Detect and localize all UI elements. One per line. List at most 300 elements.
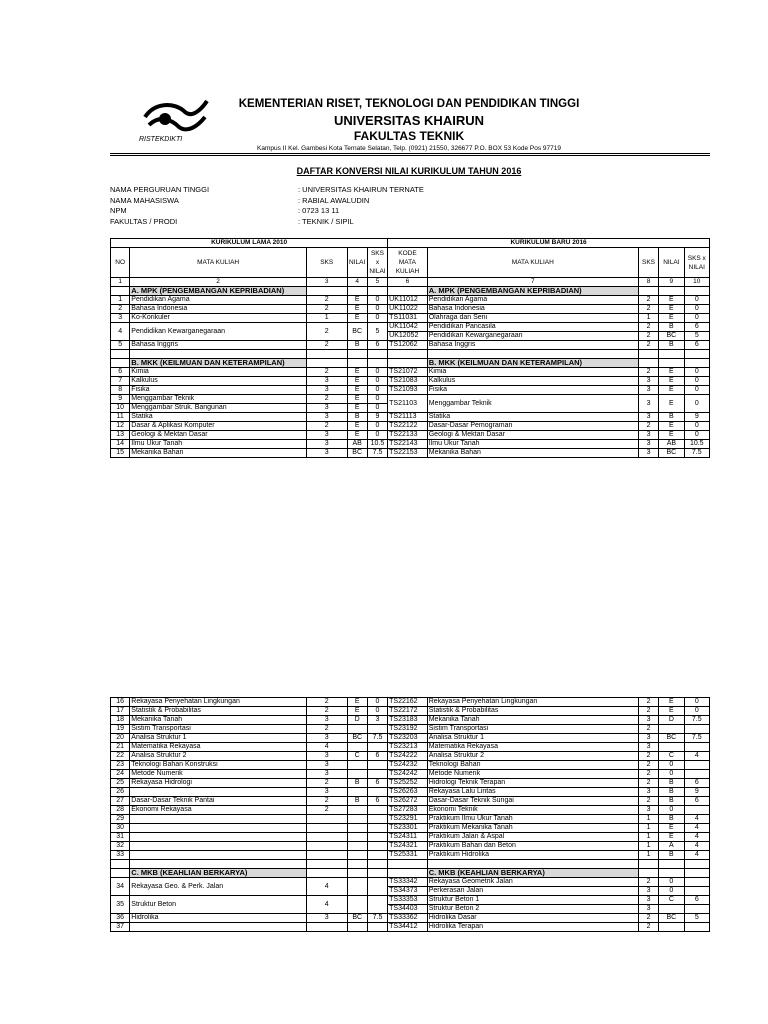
new-nilai	[659, 905, 684, 914]
old-sks: 3	[306, 914, 347, 923]
old-sks: 2	[306, 296, 347, 305]
course-code: TS23213	[388, 743, 428, 752]
new-nilai: B	[659, 413, 684, 422]
new-sks: 2	[638, 914, 658, 923]
new-nilai: C	[659, 752, 684, 761]
conversion-table-page2	[110, 697, 710, 932]
row-number: 26	[111, 788, 130, 797]
cell-empty	[367, 287, 387, 296]
info-row	[110, 206, 424, 217]
new-sks: 3	[638, 395, 658, 413]
cell-empty	[684, 860, 709, 869]
new-sks: 1	[638, 833, 658, 842]
old-nilai: BC	[347, 734, 367, 743]
row-number: 3	[111, 314, 130, 323]
table-row	[111, 797, 710, 806]
old-nilai: E	[347, 707, 367, 716]
cell-empty	[306, 860, 347, 869]
info-value: : TEKNIK / SIPIL	[298, 216, 354, 226]
row-number: 25	[111, 779, 130, 788]
old-nilai	[347, 833, 367, 842]
new-course: Pendidikan Kewarganegaraan	[427, 332, 638, 341]
course-code: TS11031	[388, 314, 428, 323]
old-sks: 3	[306, 377, 347, 386]
table-row	[111, 878, 710, 887]
col-kode: KODE MATA KULIAH	[388, 248, 428, 278]
new-sks: 3	[638, 788, 658, 797]
new-sks: 2	[638, 332, 658, 341]
old-nilai: B	[347, 413, 367, 422]
old-sks: 2	[306, 395, 347, 404]
table-row	[111, 296, 710, 305]
new-nilai: E	[659, 431, 684, 440]
new-sks: 2	[638, 422, 658, 431]
info-label: NAMA MAHASISWA	[110, 195, 179, 205]
row-number: 28	[111, 806, 130, 815]
course-code: TS23192	[388, 725, 428, 734]
cell-empty	[684, 869, 709, 878]
old-sxn: 0	[367, 422, 387, 431]
old-nilai: BC	[347, 914, 367, 923]
row-number: 33	[111, 851, 130, 860]
new-nilai: E	[659, 386, 684, 395]
new-sks: 1	[638, 842, 658, 851]
table-row	[111, 842, 710, 851]
info-label: FAKULTAS / PRODI	[110, 216, 178, 226]
new-course: Struktur Beton 2	[427, 905, 638, 914]
row-number: 37	[111, 923, 130, 932]
old-nilai	[347, 725, 367, 734]
new-sks: 3	[638, 896, 658, 905]
new-sks: 3	[638, 431, 658, 440]
old-sks: 2	[306, 806, 347, 815]
new-nilai: 0	[659, 878, 684, 887]
new-nilai: B	[659, 341, 684, 350]
new-sks: 2	[638, 752, 658, 761]
course-code: TS34403	[388, 905, 428, 914]
old-sks: 4	[306, 878, 347, 896]
table-row	[111, 896, 710, 905]
old-course: Fisika	[130, 386, 307, 395]
new-nilai: B	[659, 788, 684, 797]
old-nilai: E	[347, 377, 367, 386]
old-nilai: E	[347, 296, 367, 305]
course-code: UK11022	[388, 305, 428, 314]
table-row	[111, 725, 710, 734]
cell-empty	[427, 350, 638, 359]
old-nilai	[347, 806, 367, 815]
old-nilai	[347, 896, 367, 914]
cell-empty	[347, 860, 367, 869]
new-course: Mekanika Bahan	[427, 449, 638, 458]
info-label: NPM	[110, 206, 127, 215]
new-course: Analisa Struktur 1	[427, 734, 638, 743]
cell-empty	[306, 359, 347, 368]
header-divider-2	[110, 155, 710, 156]
old-sks: 2	[306, 341, 347, 350]
conversion-table-page1	[110, 238, 710, 458]
course-code: UK11042	[388, 323, 428, 332]
old-sxn: 6	[367, 779, 387, 788]
col-nilai: NILAI	[347, 248, 367, 278]
old-course: Ko-Korikuler	[130, 314, 307, 323]
old-sks: 3	[306, 761, 347, 770]
new-nilai: BC	[659, 332, 684, 341]
old-sks	[306, 815, 347, 824]
new-sxn: 6	[684, 323, 709, 332]
new-nilai: B	[659, 797, 684, 806]
row-number: 21	[111, 743, 130, 752]
old-nilai	[347, 770, 367, 779]
info-label: NAMA PERGURUAN TINGGI	[110, 185, 210, 194]
old-course: Bahasa Inggris	[130, 341, 307, 350]
old-nilai: E	[347, 698, 367, 707]
old-course: Ekonomi Rekayasa	[130, 806, 307, 815]
table-row	[111, 440, 710, 449]
cell-empty	[684, 359, 709, 368]
cell-empty	[111, 860, 130, 869]
row-number: 30	[111, 824, 130, 833]
cell-empty	[111, 869, 130, 878]
new-course: Praktikum Jalan & Aspal	[427, 833, 638, 842]
new-nilai: E	[659, 395, 684, 413]
new-nilai: BC	[659, 449, 684, 458]
old-sks	[306, 851, 347, 860]
table-group-header	[111, 239, 710, 248]
new-course: Olahraga dan Seni	[427, 314, 638, 323]
old-nilai	[347, 842, 367, 851]
old-course: Metode Numerik	[130, 770, 307, 779]
section-row	[111, 287, 710, 296]
new-sks: 3	[638, 806, 658, 815]
old-course: Rekayasa Geo. & Perk. Jalan	[130, 878, 307, 896]
row-number: 13	[111, 431, 130, 440]
old-sks: 4	[306, 896, 347, 914]
column-number-row	[111, 278, 710, 287]
course-code: TS24222	[388, 752, 428, 761]
new-course: Bahasa Inggris	[427, 341, 638, 350]
table-row	[111, 341, 710, 350]
table-row	[111, 377, 710, 386]
new-course: Geologi & Mektan Dasar	[427, 431, 638, 440]
old-sxn	[367, 833, 387, 842]
new-course: Struktur Beton 1	[427, 896, 638, 905]
new-sxn	[684, 770, 709, 779]
course-code: TS21113	[388, 413, 428, 422]
cell-empty	[130, 350, 307, 359]
new-sks: 2	[638, 779, 658, 788]
new-course: Teknologi Bahan	[427, 761, 638, 770]
new-sxn	[684, 806, 709, 815]
info-value: : 0723 13 11	[298, 206, 340, 215]
cell-empty	[130, 860, 307, 869]
old-sks: 2	[306, 779, 347, 788]
old-sxn	[367, 761, 387, 770]
old-course: Dasar & Aplikasi Komputer	[130, 422, 307, 431]
table-row	[111, 698, 710, 707]
old-nilai: E	[347, 404, 367, 413]
old-sxn: 0	[367, 368, 387, 377]
old-sks: 3	[306, 449, 347, 458]
old-sxn: 5	[367, 323, 387, 341]
row-number: 18	[111, 716, 130, 725]
section-label-old: A. MPK (PENGEMBANGAN KEPRIBADIAN)	[130, 287, 307, 296]
new-course: Rekayasa Lalu Lintas	[427, 788, 638, 797]
course-code: TS34412	[388, 923, 428, 932]
old-nilai	[347, 743, 367, 752]
header-divider	[110, 153, 710, 154]
old-course	[130, 788, 307, 797]
old-sks	[306, 833, 347, 842]
cell-empty	[638, 287, 658, 296]
table-row	[111, 449, 710, 458]
table-row	[111, 323, 710, 332]
row-number: 15	[111, 449, 130, 458]
section-label-old: B. MKK (KEILMUAN DAN KETERAMPILAN)	[130, 359, 307, 368]
col-number: 6	[388, 278, 428, 287]
old-sxn: 0	[367, 431, 387, 440]
course-code: TS23301	[388, 824, 428, 833]
new-sxn: 10.5	[684, 440, 709, 449]
new-course: Mekanika Tanah	[427, 716, 638, 725]
new-sxn: 0	[684, 386, 709, 395]
cell-empty	[388, 860, 428, 869]
row-number: 8	[111, 386, 130, 395]
cell-empty	[347, 287, 367, 296]
old-sxn: 0	[367, 296, 387, 305]
new-sks: 2	[638, 797, 658, 806]
new-course: Bahasa Indonesia	[427, 305, 638, 314]
new-nilai: E	[659, 368, 684, 377]
old-sxn: 0	[367, 305, 387, 314]
new-course: Kimia	[427, 368, 638, 377]
old-sxn: 7.5	[367, 734, 387, 743]
col-number: 3	[306, 278, 347, 287]
new-sxn: 9	[684, 413, 709, 422]
new-course: Hidrolika Terapan	[427, 923, 638, 932]
old-nilai: D	[347, 716, 367, 725]
old-sxn	[367, 896, 387, 914]
row-number: 4	[111, 323, 130, 341]
col-course: MATA KULIAH	[130, 248, 307, 278]
new-nilai: E	[659, 698, 684, 707]
cell-empty	[638, 869, 658, 878]
new-course: Statistik & Probabilitas	[427, 707, 638, 716]
old-sxn: 9	[367, 413, 387, 422]
old-nilai: BC	[347, 323, 367, 341]
new-sxn: 0	[684, 368, 709, 377]
new-sxn	[684, 743, 709, 752]
new-sks: 3	[638, 413, 658, 422]
col-new-sks: SKS	[638, 248, 658, 278]
row-number: 1	[111, 296, 130, 305]
new-sks: 3	[638, 449, 658, 458]
course-code: TS22153	[388, 449, 428, 458]
old-course: Kimia	[130, 368, 307, 377]
new-sxn	[684, 761, 709, 770]
cell-empty	[111, 359, 130, 368]
old-course: Struktur Beton	[130, 896, 307, 914]
course-code: TS21093	[388, 386, 428, 395]
new-nilai: B	[659, 851, 684, 860]
new-sks: 2	[638, 923, 658, 932]
new-sks: 1	[638, 815, 658, 824]
row-number: 7	[111, 377, 130, 386]
old-course: Mekanika Tanah	[130, 716, 307, 725]
old-nilai: C	[347, 752, 367, 761]
new-nilai: 0	[659, 887, 684, 896]
col-number: 9	[659, 278, 684, 287]
old-sks: 3	[306, 431, 347, 440]
old-nilai: BC	[347, 449, 367, 458]
old-nilai: E	[347, 395, 367, 404]
old-course: Mekanika Bahan	[130, 449, 307, 458]
new-sks: 3	[638, 887, 658, 896]
course-code: TS21072	[388, 368, 428, 377]
old-nilai: E	[347, 368, 367, 377]
old-course: Statika	[130, 413, 307, 422]
old-sks: 1	[306, 314, 347, 323]
new-nilai: C	[659, 896, 684, 905]
new-sks: 2	[638, 725, 658, 734]
new-course: Pendidikan Agama	[427, 296, 638, 305]
old-nilai	[347, 788, 367, 797]
table-row	[111, 806, 710, 815]
old-sks: 4	[306, 743, 347, 752]
new-course: Praktikum Ilmu Ukur Tanah	[427, 815, 638, 824]
section-label-new: C. MKB (KEAHLIAN BERKARYA)	[427, 869, 638, 878]
course-code: TS22172	[388, 707, 428, 716]
new-course: Matematika Rekayasa	[427, 743, 638, 752]
new-sxn: 4	[684, 824, 709, 833]
old-course: Statistik & Probabilitas	[130, 707, 307, 716]
old-nilai: E	[347, 305, 367, 314]
ministry-title: KEMENTERIAN RISET, TEKNOLOGI DAN PENDIDIKAN TINGGI	[238, 98, 580, 110]
col-new-course: MATA KULIAH	[427, 248, 638, 278]
table-row	[111, 716, 710, 725]
old-course: Matematika Rekayasa	[130, 743, 307, 752]
old-course: Menggambar Teknik	[130, 395, 307, 404]
new-nilai: 0	[659, 806, 684, 815]
row-number: 35	[111, 896, 130, 914]
new-sks: 3	[638, 716, 658, 725]
old-course	[130, 833, 307, 842]
old-sxn	[367, 851, 387, 860]
old-nilai	[347, 824, 367, 833]
table-row	[111, 734, 710, 743]
old-course: Hidrolika	[130, 914, 307, 923]
new-sxn: 4	[684, 752, 709, 761]
new-course: Dasar-Dasar Teknik Sungai	[427, 797, 638, 806]
course-code: TS25252	[388, 779, 428, 788]
old-nilai: E	[347, 422, 367, 431]
new-course: Analisa Struktur 2	[427, 752, 638, 761]
course-code: TS33353	[388, 896, 428, 905]
new-sxn: 6	[684, 896, 709, 905]
cell-empty	[684, 350, 709, 359]
old-nilai	[347, 761, 367, 770]
old-sxn: 6	[367, 797, 387, 806]
course-code: TS12062	[388, 341, 428, 350]
course-code: TS21103	[388, 395, 428, 413]
course-code: UK12052	[388, 332, 428, 341]
new-nilai: BC	[659, 914, 684, 923]
old-sxn: 0	[367, 377, 387, 386]
new-sxn: 7.5	[684, 716, 709, 725]
spacer-row	[111, 860, 710, 869]
col-no: NO	[111, 248, 130, 278]
new-nilai: E	[659, 377, 684, 386]
new-nilai: E	[659, 833, 684, 842]
old-sxn: 0	[367, 404, 387, 413]
new-course: Rekayasa Penyehatan Lingkungan	[427, 698, 638, 707]
old-sxn: 3	[367, 716, 387, 725]
new-sxn: 4	[684, 842, 709, 851]
new-sks: 2	[638, 368, 658, 377]
cell-empty	[659, 350, 684, 359]
new-course: Ilmu Ukur Tanah	[427, 440, 638, 449]
new-course: Menggambar Teknik	[427, 395, 638, 413]
old-course: Kalkulus	[130, 377, 307, 386]
old-nilai: E	[347, 386, 367, 395]
table-row	[111, 788, 710, 797]
new-course: Rekayasa Geometrik Jalan	[427, 878, 638, 887]
old-sks: 2	[306, 323, 347, 341]
new-nilai: E	[659, 296, 684, 305]
course-code: TS24242	[388, 770, 428, 779]
new-sks: 3	[638, 440, 658, 449]
course-code: TS22143	[388, 440, 428, 449]
table-row	[111, 923, 710, 932]
old-course: Menggambar Struk. Bangunan	[130, 404, 307, 413]
old-sxn	[367, 743, 387, 752]
course-code: TS33362	[388, 914, 428, 923]
cell-empty	[388, 359, 428, 368]
new-course: Statika	[427, 413, 638, 422]
row-number: 16	[111, 698, 130, 707]
table-row	[111, 395, 710, 404]
old-course: Bahasa Indonesia	[130, 305, 307, 314]
row-number: 27	[111, 797, 130, 806]
new-course: Praktikum Mekanika Tanah	[427, 824, 638, 833]
cell-empty	[347, 359, 367, 368]
cell-empty	[388, 350, 428, 359]
table-row	[111, 752, 710, 761]
new-sxn: 7.5	[684, 734, 709, 743]
new-course: Hidrolika Dasar	[427, 914, 638, 923]
new-sxn: 4	[684, 851, 709, 860]
new-nilai: 0	[659, 761, 684, 770]
old-nilai: B	[347, 341, 367, 350]
old-sxn: 0	[367, 395, 387, 404]
new-sks: 2	[638, 707, 658, 716]
course-code: TS22122	[388, 422, 428, 431]
old-sxn: 0	[367, 386, 387, 395]
row-number: 29	[111, 815, 130, 824]
row-number: 5	[111, 341, 130, 350]
col-sks: SKS	[306, 248, 347, 278]
table-row	[111, 413, 710, 422]
course-code: TS24232	[388, 761, 428, 770]
course-code: UK11012	[388, 296, 428, 305]
new-nilai: A	[659, 842, 684, 851]
cell-empty	[367, 359, 387, 368]
table-row	[111, 779, 710, 788]
new-sxn	[684, 905, 709, 914]
course-code: TS26263	[388, 788, 428, 797]
old-nilai: E	[347, 314, 367, 323]
old-sxn	[367, 878, 387, 896]
